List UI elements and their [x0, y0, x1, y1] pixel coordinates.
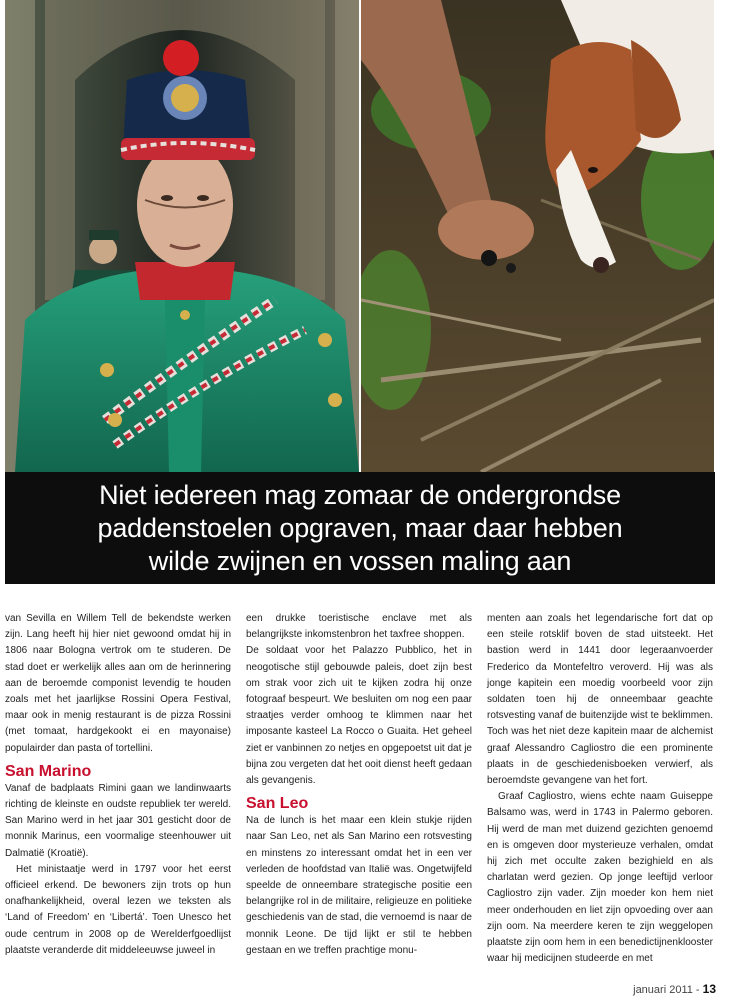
paragraph: een drukke toeristische enclave met als belangrijkste inkomstenbron het taxfree shoppen.	[246, 613, 472, 641]
pull-quote-banner	[5, 472, 715, 584]
pull-quote-line: wilde zwijnen en vossen maling aan	[148, 545, 572, 576]
section-heading-san-leo: San Leo	[246, 795, 309, 813]
text-column-3	[487, 611, 713, 967]
paragraph: De soldaat voor het Palazzo Pubblico, het in neogotische stijl gebouwde paleis, doet zijn best om strak voor zich uit te kijken zodra hij onze fotograaf bespeurt. We besluiten om nog een paar straatjes verder omhoog te klimmen naar het imposante kasteel La Rocco o Guaita. Het geheel ziet er vanbinnen zo netjes en opgepoetst uit dat je bijna zou vergeten dat het ooit dienst heeft gedaan als gevangenis.	[246, 645, 472, 787]
text-column-2	[246, 611, 472, 959]
photo-strip	[0, 0, 730, 472]
guard-photo	[5, 0, 359, 472]
paragraph: Na de lunch is het maar een klein stukje rijden naar San Leo, net als San Marino een rotsvesting en minstens zo interessant omdat het in een ver verleden de hoofdstad van Italië was. Ongetwijfeld speelde de onneembare strategische positie een belangrijke rol in de militaire, religieuze en politieke geschiedenis van de stad, die vernoemd is naar de monnik Leone. De tijd lijkt er stil te hebben gestaan en we treffen prachtige monu-	[246, 815, 472, 956]
paragraph: Het ministaatje werd in 1797 voor het eerst officieel erkend. De bewoners zijn trots op hun onafhankelijkheid, overal lezen we teksten als ‘Land of Freedom’ en ‘Libertá’. Toen Unesco het oude centrum in 2008 op de Werelderfgoedlijst plaatste veranderde dit middeleeuwse juweel in	[5, 863, 231, 956]
paragraph: menten aan zoals het legendarische fort dat op een steile rotsklif boven de stad uitsteekt. Het bastion werd in 1441 door legeraanvoerder Frederico da Montefeltro veroverd. Hij was als jonge kapitein een moedig voorbeeld voor zijn soldaten toen hij de onneembaar geachte rotsvesting vanaf de buitenzijde wist te beklimmen. Toch was het niet deze kapitein maar de alchemist graaf Alessandro Cagliostro die een prominente plaats in de geschiedenisboeken verwierf, als beroemdste gevangene van het fort.	[487, 613, 713, 787]
page-number: 13	[702, 982, 716, 996]
pull-quote-line: Niet iedereen mag zomaar de ondergrondse	[99, 479, 621, 510]
page-footer	[633, 982, 716, 996]
issue-date: januari 2011 -	[633, 984, 703, 996]
paragraph: van Sevilla en Willem Tell de bekendste werken zijn. Lang heeft hij hier niet gewoond omdat hij in 1806 naar Bologna vertrok om te studeren. De stad doet er werkelijk alles aan om de herinnering aan de beroemde componist levendig te houden zoals met het jaarlijkse Rossini Opera Festival, maar ook in menig restaurant is de pizza Rossini (met tomaat, hardgekookt ei en mayonaise) populairder dan pasta of tortellini.	[5, 613, 231, 754]
section-heading-san-marino: San Marino	[5, 762, 92, 780]
truffle-dog-photo	[361, 0, 714, 472]
article-body	[0, 611, 730, 965]
text-column-1	[5, 611, 231, 959]
paragraph: Graaf Cagliostro, wiens echte naam Guiseppe Balsamo was, werd in 1743 in Palermo geboren. Hij werd de man met duizend gezichten genoemd en is omgeven door mysterieuze verhalen, omdat hij zich met occulte zaken bezighield en als charlatan werd gezien. Op jonge leeftijd verloor Cagliostro zijn vader. Zijn moeder kon hem niet meer onderhouden en liet zijn opvoeding over aan zijn oom. Na meerdere keren te zijn weggelopen plaatste zijn oom hem in een benedictijnenklooster waar hij medicijnen studeerde en met	[487, 791, 713, 965]
pull-quote-line: paddenstoelen opgraven, maar daar hebben	[97, 512, 623, 543]
paragraph: Vanaf de badplaats Rimini gaan we landinwaarts richting de kleinste en oudste republiek ter wereld. San Marino werd in het jaar 301 gesticht door de monnik Marinus, een voormalige steenhouwer uit Dalmatië (Kroatië).	[5, 782, 231, 859]
